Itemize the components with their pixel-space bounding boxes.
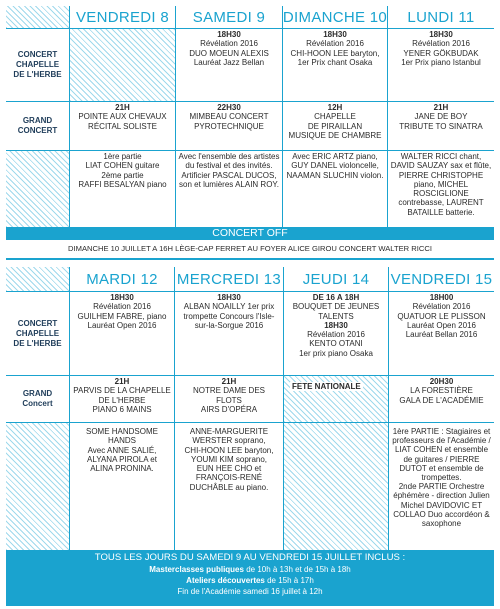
event-cell: DE 16 A 18H BOUQUET DE JEUNES TALENTS 18H30 Révélation 2016 KENTO OTANI 1er prix piano Osaka bbox=[284, 292, 388, 375]
details-cell: WALTER RICCI chant, DAVID SAUZAY sax et flûte, PIERRE CHRISTOPHE piano, MICHEL ROSCIGLIONE contrebasse, LAURENT BATAILLE batterie. bbox=[388, 151, 494, 227]
row-label-concert-chapelle: CONCERT CHAPELLE DE L'HERBE bbox=[6, 292, 69, 375]
empty-hatched-cell bbox=[6, 423, 69, 550]
corner-cell bbox=[6, 6, 69, 28]
event-cell: 18H00 Révélation 2016 QUATUOR LE PLISSON Lauréat Open 2016 Lauréat Bellan 2016 bbox=[389, 292, 494, 375]
header-lundi-11: LUNDI 11 bbox=[388, 6, 494, 28]
header-jeudi-14: JEUDI 14 bbox=[284, 267, 388, 291]
event-cell: 18H30 Révélation 2016 CHI-HOON LEE baryton, 1er Prix chant Osaka bbox=[283, 29, 387, 101]
row-label-concert-chapelle: CONCERT CHAPELLE DE L'HERBE bbox=[6, 29, 69, 101]
event-cell: 21H POINTE AUX CHEVAUX RÉCITAL SOLISTE bbox=[70, 102, 175, 150]
details-cell: ANNE-MARGUERITE WERSTER soprano, CHI-HOON LEE baryton, YOUMI KIM soprano, EUN HEE CHO et FRANÇOIS-RENÉ DUCHÂBLE au piano. bbox=[175, 423, 283, 550]
event-cell: 21H NOTRE DAME DES FLOTS AIRS D'OPÉRA bbox=[175, 376, 283, 422]
details-cell: 1ère partie LIAT COHEN guitare 2ème partie RAFFI BESALYAN piano bbox=[70, 151, 175, 227]
empty-hatched-cell bbox=[6, 151, 69, 227]
concert-off-title: CONCERT OFF bbox=[212, 227, 288, 239]
concert-off-text: DIMANCHE 10 JUILLET A 16H LÈGE-CAP FERRET AU FOYER ALICE GIROU CONCERT WALTER RICCI bbox=[6, 240, 494, 258]
event-cell: 21H PARVIS DE LA CHAPELLE DE L'HERBE PIANO 6 MAINS bbox=[70, 376, 174, 422]
event-cell: 21H JANE DE BOY TRIBUTE TO SINATRA bbox=[388, 102, 494, 150]
header-mardi-12: MARDI 12 bbox=[70, 267, 174, 291]
row-label-grand-concert: GRAND Concert bbox=[6, 376, 69, 422]
event-cell: 18H30 Révélation 2016 DUO MOEUN ALEXIS Lauréat Jazz Bellan bbox=[176, 29, 282, 101]
schedule-week-1 bbox=[6, 6, 494, 260]
schedule-week-2 bbox=[6, 267, 494, 606]
ateliers-line: Ateliers découvertes de 15h à 17h bbox=[186, 576, 314, 585]
event-cell: 20H30 LA FORESTIÈRE GALA DE L'ACADÉMIE bbox=[389, 376, 494, 422]
header-samedi-9: SAMEDI 9 bbox=[176, 6, 282, 28]
event-cell: 18H30 Révélation 2016 GUILHEM FABRE, piano Lauréat Open 2016 bbox=[70, 292, 174, 375]
details-cell: Avec l'ensemble des artistes du festival et des invités. Artificier PASCAL DUCOS, son et lumières ALAIN ROY. bbox=[176, 151, 282, 227]
details-cell: 1ère PARTIE : Stagiaires et professeurs de l'Académie / LIAT COHEN et ensemble de guitares / PIERRE DUTOT et ensemble de trompettes. 2nde PARTIE Orchestre éphémère - direction Julien Michel DAVIDOVIC ET COLLAO Duo accordéon & saxophone bbox=[389, 423, 494, 550]
header-dimanche-10: DIMANCHE 10 bbox=[283, 6, 387, 28]
corner-cell bbox=[6, 267, 69, 291]
academy-band-title: TOUS LES JOURS DU SAMEDI 9 AU VENDREDI 15 JUILLET INCLUS : bbox=[94, 552, 406, 563]
row-label-grand-concert: GRAND CONCERT bbox=[6, 102, 69, 150]
event-cell: 18H30 Révélation 2016 YENER GÖKBUDAK 1er Prix piano Istanbul bbox=[388, 29, 494, 101]
details-cell: SOME HANDSOME HANDS Avec ANNE SALIÉ, ALYANA PIROLA et ALINA PRONINA. bbox=[70, 423, 174, 550]
empty-hatched-cell bbox=[284, 423, 388, 550]
fete-nationale-cell: FETE NATIONALE bbox=[284, 376, 388, 422]
empty-hatched-cell bbox=[70, 29, 175, 101]
details-cell: Avec ERIC ARTZ piano, GUY DANEL violoncelle, NAAMAN SLUCHIN violon. bbox=[283, 151, 387, 227]
event-cell: 22H30 MIMBEAU CONCERT PYROTECHNIQUE bbox=[176, 102, 282, 150]
header-vendredi-8: VENDREDI 8 bbox=[70, 6, 175, 28]
event-cell: 18H30 ALBAN NOAILLY 1er prix trompette Concours l'Isle-sur-la-Sorgue 2016 bbox=[175, 292, 283, 375]
fin-academie-line: Fin de l'Académie samedi 16 juillet à 12h bbox=[177, 587, 323, 596]
header-mercredi-13: MERCREDI 13 bbox=[175, 267, 283, 291]
masterclass-line: Masterclasses publiques de 10h à 13h et de 15h à 18h bbox=[149, 565, 351, 574]
header-vendredi-15: VENDREDI 15 bbox=[389, 267, 494, 291]
event-cell: 12H CHAPELLE DE PIRAILLAN MUSIQUE DE CHAMBRE bbox=[283, 102, 387, 150]
